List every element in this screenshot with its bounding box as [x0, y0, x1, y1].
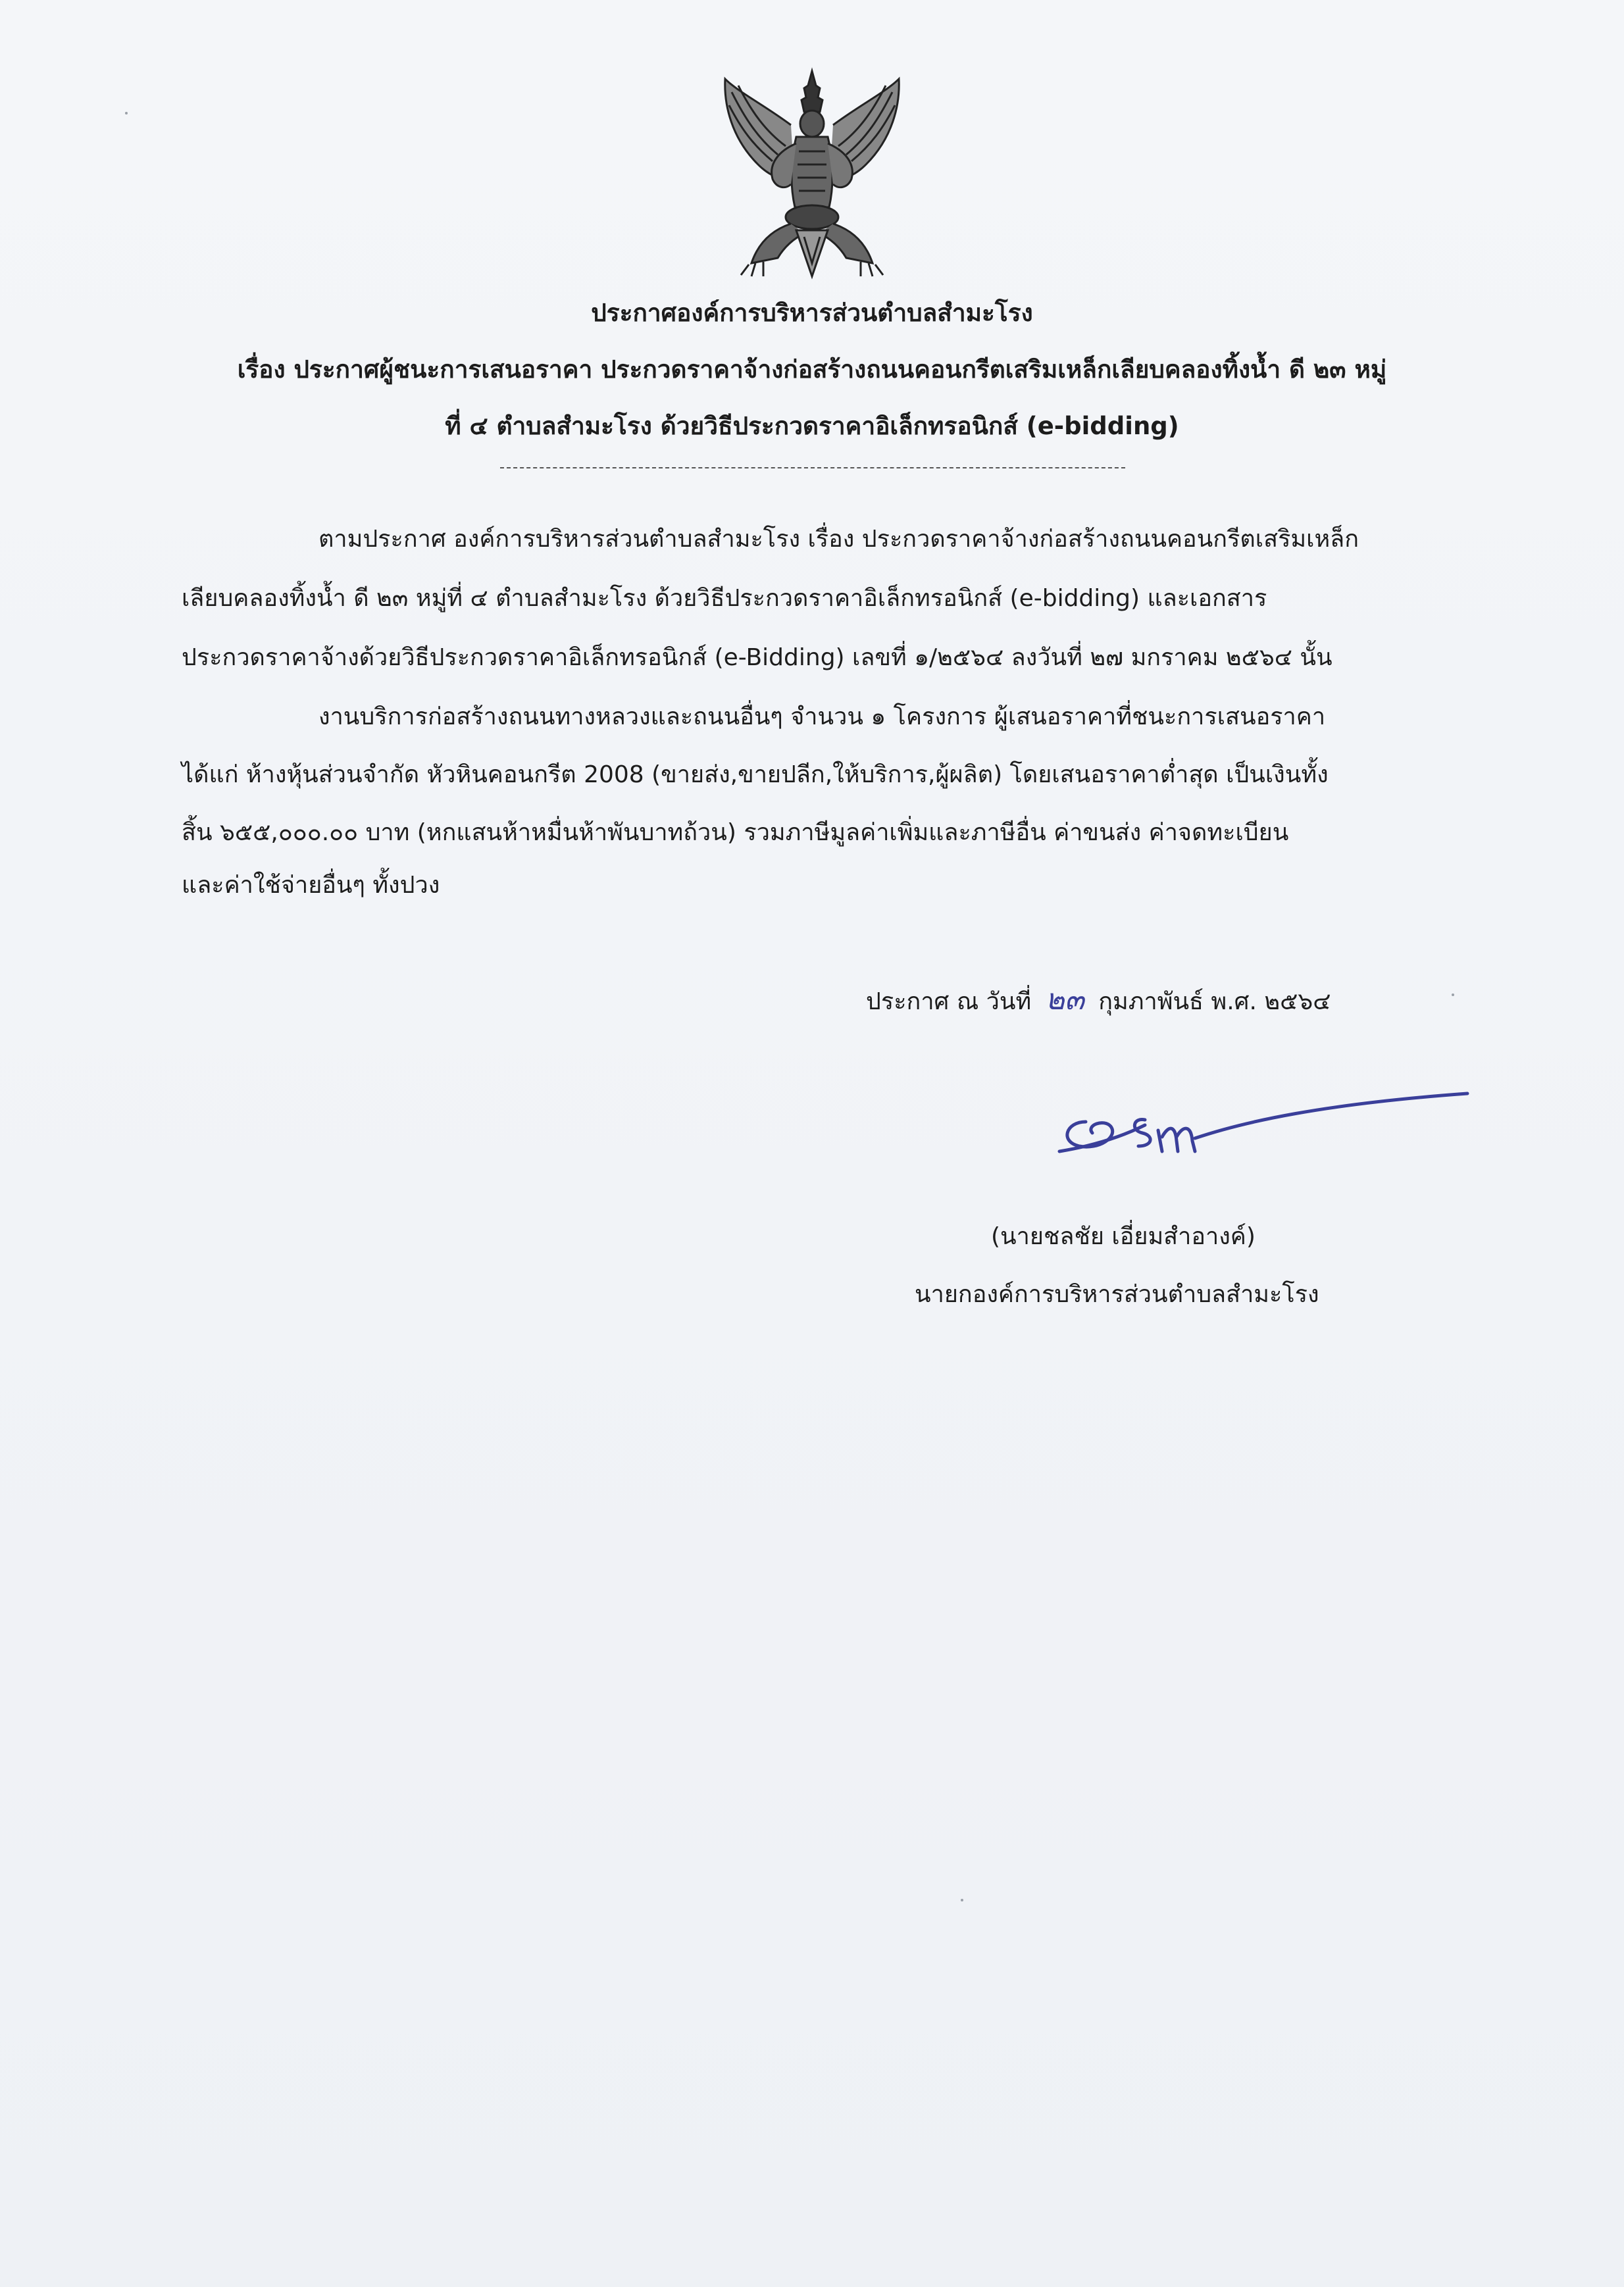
paper-speck [125, 112, 128, 114]
body-paragraph-1-line-2: เลียบคลองทิ้งน้ำ ดี ๒๓ หมู่ที่ ๔ ตำบลสำมะโรง ด้วยวิธีประกวดราคาอิเล็กทรอนิกส์ (e-bidding) และเอกสาร [182, 585, 1267, 612]
body-paragraph-2-line-3: สิ้น ๖๕๕,๐๐๐.๐๐ บาท (หกแสนห้าหมื่นห้าพันบาทถ้วน) รวมภาษีมูลค่าเพิ่มและภาษีอื่น ค่าขนส่ง ค่าจดทะเบียน [182, 819, 1289, 846]
body-paragraph-2-line-4: และค่าใช้จ่ายอื่นๆ ทั้งปวง [182, 872, 440, 899]
body-paragraph-2-line-1: งานบริการก่อสร้างถนนทางหลวงและถนนอื่นๆ จำนวน ๑ โครงการ ผู้เสนอราคาที่ชนะการเสนอราคา [318, 703, 1326, 730]
announcement-date [866, 980, 1331, 1022]
body-paragraph-1-line-3: ประกวดราคาจ้างด้วยวิธีประกวดราคาอิเล็กทรอนิกส์ (e-Bidding) เลขที่ ๑/๒๕๖๔ ลงวันที่ ๒๗ มกราคม ๒๕๖๔ นั้น [182, 644, 1332, 671]
heading-divider [500, 467, 1125, 468]
announcement-date-prefix: ประกาศ ณ วันที่ [866, 988, 1032, 1015]
signer-name: (นายชลชัย เอี่ยมสำอางค์) [991, 1223, 1256, 1250]
document-title: ประกาศองค์การบริหารส่วนตำบลสำมะโรง [591, 299, 1033, 327]
handwritten-signature-icon [1046, 1059, 1474, 1171]
garuda-emblem-icon [712, 66, 912, 283]
body-paragraph-2-line-2: ได้แก่ ห้างหุ้นส่วนจำกัด หัวหินคอนกรีต 2008 (ขายส่ง,ขายปลีก,ให้บริการ,ผู้ผลิต) โดยเสนอราคาต่ำสุด เป็นเงินทั้ง [182, 761, 1329, 788]
signer-position: นายกองค์การบริหารส่วนตำบลสำมะโรง [915, 1281, 1319, 1308]
handwritten-day: ๒๓ [1045, 983, 1084, 1017]
paper-speck [961, 1899, 963, 1901]
announcement-month-year: กุมภาพันธ์ พ.ศ. ๒๕๖๔ [1098, 988, 1331, 1015]
subject-line-1: เรื่อง ประกาศผู้ชนะการเสนอราคา ประกวดราคาจ้างก่อสร้างถนนคอนกรีตเสริมเหล็กเลียบคลองทิ้งน้ำ ดี ๒๓ หมู่ [237, 355, 1387, 384]
body-paragraph-1-line-1: ตามประกาศ องค์การบริหารส่วนตำบลสำมะโรง เรื่อง ประกวดราคาจ้างก่อสร้างถนนคอนกรีตเสริมเหล็ก [318, 526, 1359, 553]
paper-speck [1452, 993, 1454, 996]
subject-line-2: ที่ ๔ ตำบลสำมะโรง ด้วยวิธีประกวดราคาอิเล็กทรอนิกส์ (e-bidding) [445, 412, 1179, 440]
